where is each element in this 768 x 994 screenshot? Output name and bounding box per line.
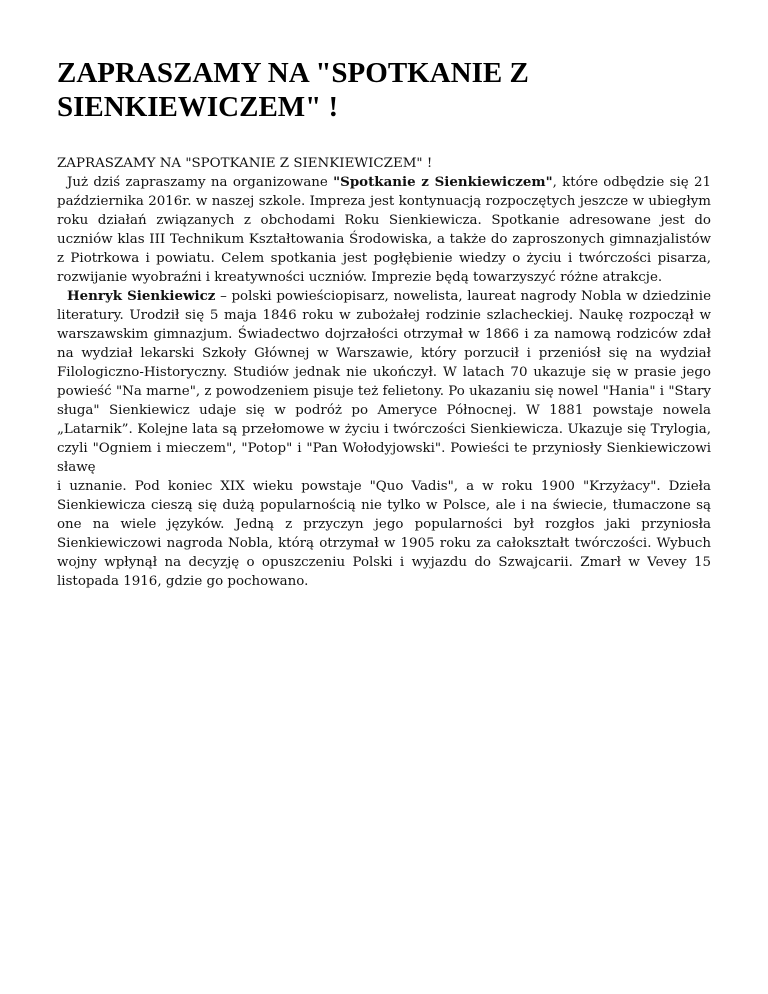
biography-paragraph: [57, 287, 711, 591]
author-name: Henryk Sienkiewicz: [67, 288, 216, 304]
event-name: "Spotkanie z Sienkiewiczem": [333, 174, 553, 190]
page-title: ZAPRASZAMY NA "SPOTKANIE Z SIENKIEWICZEM" !: [57, 57, 529, 123]
article-body: [57, 154, 711, 591]
repeated-heading: ZAPRASZAMY NA "SPOTKANIE Z SIENKIEWICZEM" !: [57, 156, 433, 171]
biography-text-a: – polski powieściopisarz, nowelista, laureat nagrody Nobla w dziedzinie literatury. Urodził się 5 maja 1846 roku w zubożałej rodzinie szlacheckiej. Naukę rozpoczął w warszawskim gimnazjum. Świadectwo dojrzałości otrzymał w 1866 i za namową rodziców zdał na wydział lekarski Szkoły Głównej w Warszawie, który porzucił i przeniósł się na wydział Filologiczno-Historyczny. Studiów jednak nie ukończył. W latach 70 ukazuje się w prasie jego powieść "Na marne", z powodzeniem pisuje też felietony. Po ukazaniu się nowel "Hania" i "Stary sługa" Sienkiewicz udaje się w podróż po Ameryce Północnej. W 1881 powstaje nowela „Latarnik”. Kolejne lata są przełomowe w życiu i twórczości Sienkiewicza. Ukazuje się Trylogia, czyli "Ogniem i mieczem", "Potop" i "Pan Wołodyjowski". Powieści te przyniosły Sienkiewiczowi sławę: [57, 289, 712, 475]
invitation-paragraph: [57, 173, 711, 287]
invitation-details: , które odbędzie się 21 października 2016r. w naszej szkole. Impreza jest kontynuacją rozpoczętych jeszcze w ubiegłym roku działań związanych z obchodami Roku Sienkiewicza. Spotkanie adresowane jest do uczniów klas III Technikum Kształtowania Środowiska, a także do zaproszonych gimnazjalistów z Piotrkowa i powiatu. Celem spotkania jest pogłębienie wiedzy o życiu i twórczości pisarza, rozwijanie wyobraźni i kreatywności uczniów. Imprezie będą towarzyszyć różne atrakcje.: [57, 175, 712, 285]
invitation-intro: Już dziś zapraszamy na organizowane: [67, 175, 334, 190]
biography-text-b: i uznanie. Pod koniec XIX wieku powstaje "Quo Vadis", a w roku 1900 "Krzyżacy". Dzieła Sienkiewicza cieszą się dużą popularnością nie tylko w Polsce, ale i na świecie, tłumaczone są one na wiele języków. Jedną z przyczyn jego popularności był rozgłos jaki przyniosła Sienkiewiczowi nagroda Nobla, którą otrzymał w 1905 roku za całokształt twórczości. Wybuch wojny wpłynął na decyzję o opuszczeniu Polski i wyjazdu do Szwajcarii. Zmarł w Vevey 15 listopada 1916, gdzie go pochowano.: [57, 479, 711, 589]
document-page: [57, 0, 711, 591]
